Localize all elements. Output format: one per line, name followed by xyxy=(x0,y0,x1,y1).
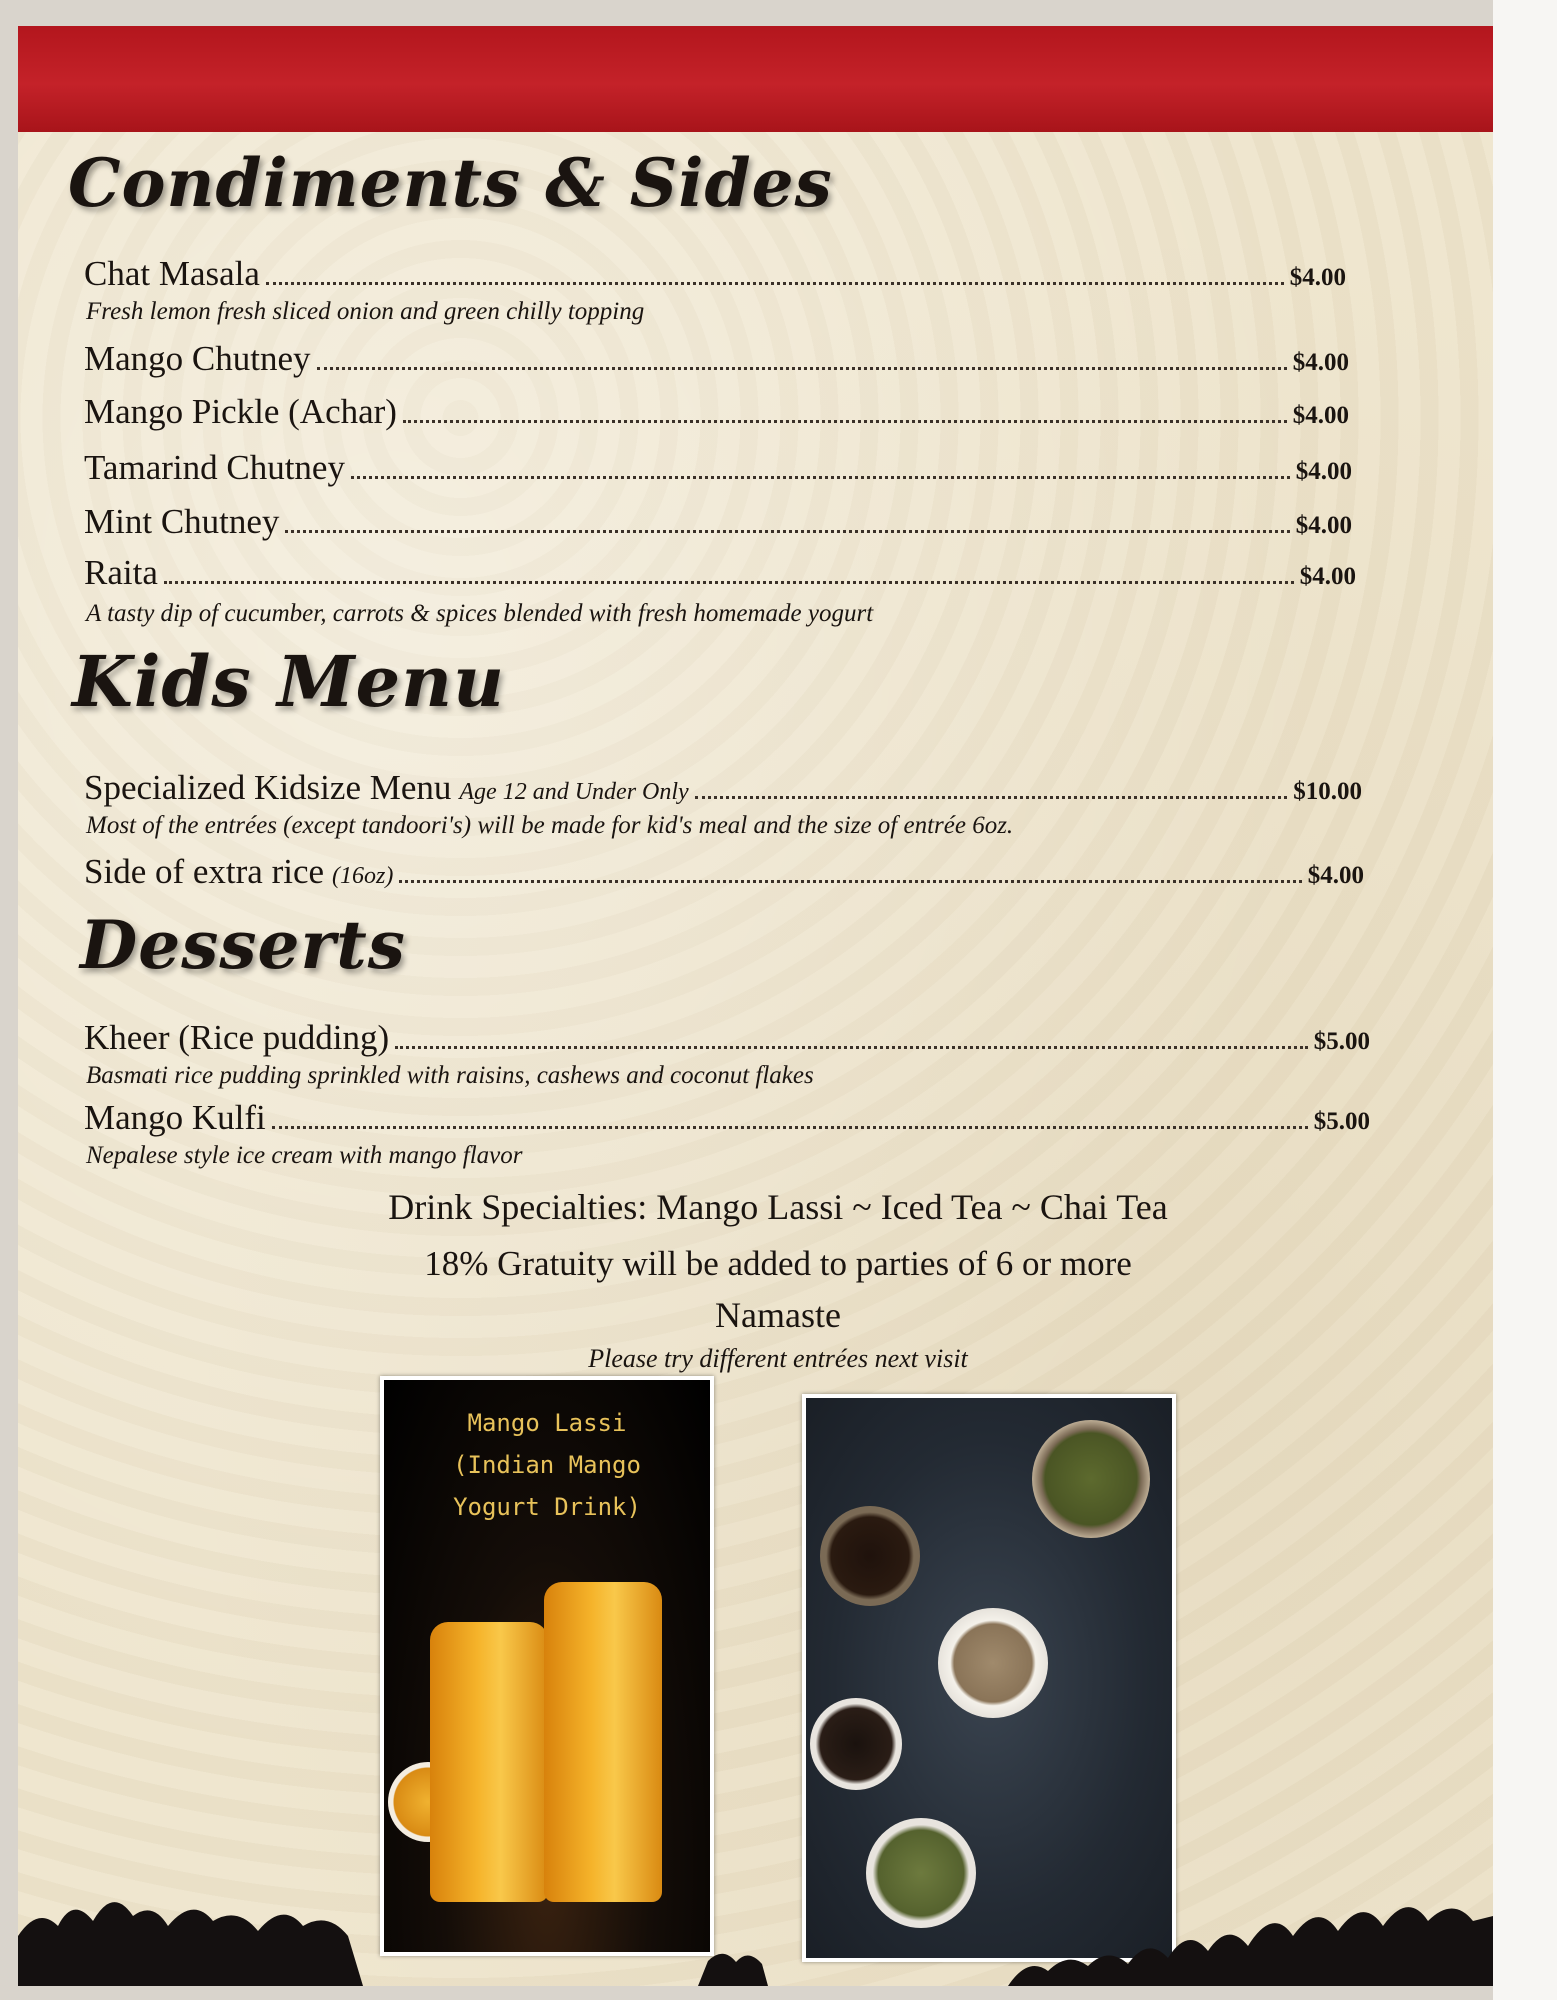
item-description: Most of the entrées (except tandoori's) will be made for kid's meal and the size of entrée 6oz. xyxy=(86,812,1014,839)
tagline: Please try different entrées next visit xyxy=(588,1344,968,1373)
lassi-glass xyxy=(430,1622,548,1902)
dot-leader xyxy=(272,1126,1308,1129)
menu-page xyxy=(18,26,1493,1986)
item-name: Mint Chutney xyxy=(84,502,280,541)
gratuity-notice: 18% Gratuity will be added to parties of 6 or more xyxy=(424,1244,1132,1283)
page-margin xyxy=(1493,0,1557,2000)
item-price: $4.00 xyxy=(1295,512,1352,539)
dot-leader xyxy=(695,796,1288,799)
kids-menu-heading: Kids Menu xyxy=(72,640,505,723)
item-name: Raita xyxy=(84,553,158,592)
item-name: Kheer (Rice pudding) xyxy=(84,1018,390,1057)
item-description: Fresh lemon fresh sliced onion and green chilly topping xyxy=(86,298,645,325)
drink-specialties: Drink Specialties: Mango Lassi ~ Iced Tea ~ Chai Tea xyxy=(388,1187,1168,1227)
item-price: $10.00 xyxy=(1293,778,1362,805)
dot-leader xyxy=(164,581,1294,584)
item-name: Mango Kulfi xyxy=(84,1098,266,1137)
item-price: $4.00 xyxy=(1299,563,1356,590)
menu-item-mango-kulfi xyxy=(84,1098,1370,1138)
mango-lassi-photo xyxy=(380,1376,714,1956)
foliage-silhouette xyxy=(18,1866,1493,1986)
chai-cup xyxy=(938,1608,1048,1718)
dot-leader xyxy=(285,530,1289,533)
menu-item-raita xyxy=(84,553,1356,593)
dot-leader xyxy=(317,367,1287,370)
menu-item-mint-chutney xyxy=(84,502,1352,542)
item-price: $4.00 xyxy=(1292,349,1349,376)
item-description: Basmati rice pudding sprinkled with raisins, cashews and coconut flakes xyxy=(86,1062,814,1089)
item-name: Specialized Kidsize Menu xyxy=(84,768,452,807)
menu-item-mango-chutney xyxy=(84,339,1349,379)
menu-item-mango-pickle xyxy=(84,392,1349,432)
menu-item-tamarind-chutney xyxy=(84,448,1352,488)
desserts-heading: Desserts xyxy=(80,906,406,984)
namaste-text: Namaste xyxy=(715,1295,841,1335)
item-name: Mango Pickle (Achar) xyxy=(84,392,397,431)
tea-leaves-bowl xyxy=(820,1506,920,1606)
item-price: $5.00 xyxy=(1313,1108,1370,1135)
lassi-glass xyxy=(544,1582,662,1902)
item-price: $4.00 xyxy=(1289,264,1346,291)
chai-tea-photo xyxy=(802,1394,1176,1962)
menu-item-kheer xyxy=(84,1018,1370,1058)
dot-leader xyxy=(399,880,1301,883)
item-price: $4.00 xyxy=(1292,402,1349,429)
lassi-caption: Mango Lassi (Indian Mango Yogurt Drink) xyxy=(453,1409,641,1521)
item-name: Chat Masala xyxy=(84,254,260,293)
condiments-heading: Condiments & Sides xyxy=(68,144,833,222)
cardamom-bowl xyxy=(1032,1420,1150,1538)
red-banner xyxy=(18,26,1493,132)
item-price: $5.00 xyxy=(1313,1028,1370,1055)
menu-item-chat-masala xyxy=(84,254,1346,294)
dot-leader xyxy=(403,420,1287,423)
menu-item-kidsize-menu xyxy=(84,768,1362,808)
dot-leader xyxy=(266,282,1284,285)
menu-item-extra-rice xyxy=(84,852,1364,892)
cloves-bowl xyxy=(810,1698,902,1790)
item-name: Mango Chutney xyxy=(84,339,311,378)
item-note: Age 12 and Under Only xyxy=(459,779,689,805)
fennel-bowl xyxy=(866,1818,976,1928)
item-description: A tasty dip of cucumber, carrots & spices blended with fresh homemade yogurt xyxy=(86,600,874,627)
item-description: Nepalese style ice cream with mango flavor xyxy=(86,1142,523,1169)
item-price: $4.00 xyxy=(1307,862,1364,889)
item-name: Side of extra rice xyxy=(84,852,325,891)
item-price: $4.00 xyxy=(1295,458,1352,485)
dot-leader xyxy=(395,1046,1308,1049)
item-note: (16oz) xyxy=(332,863,394,889)
item-name: Tamarind Chutney xyxy=(84,448,345,487)
dot-leader xyxy=(351,476,1290,479)
